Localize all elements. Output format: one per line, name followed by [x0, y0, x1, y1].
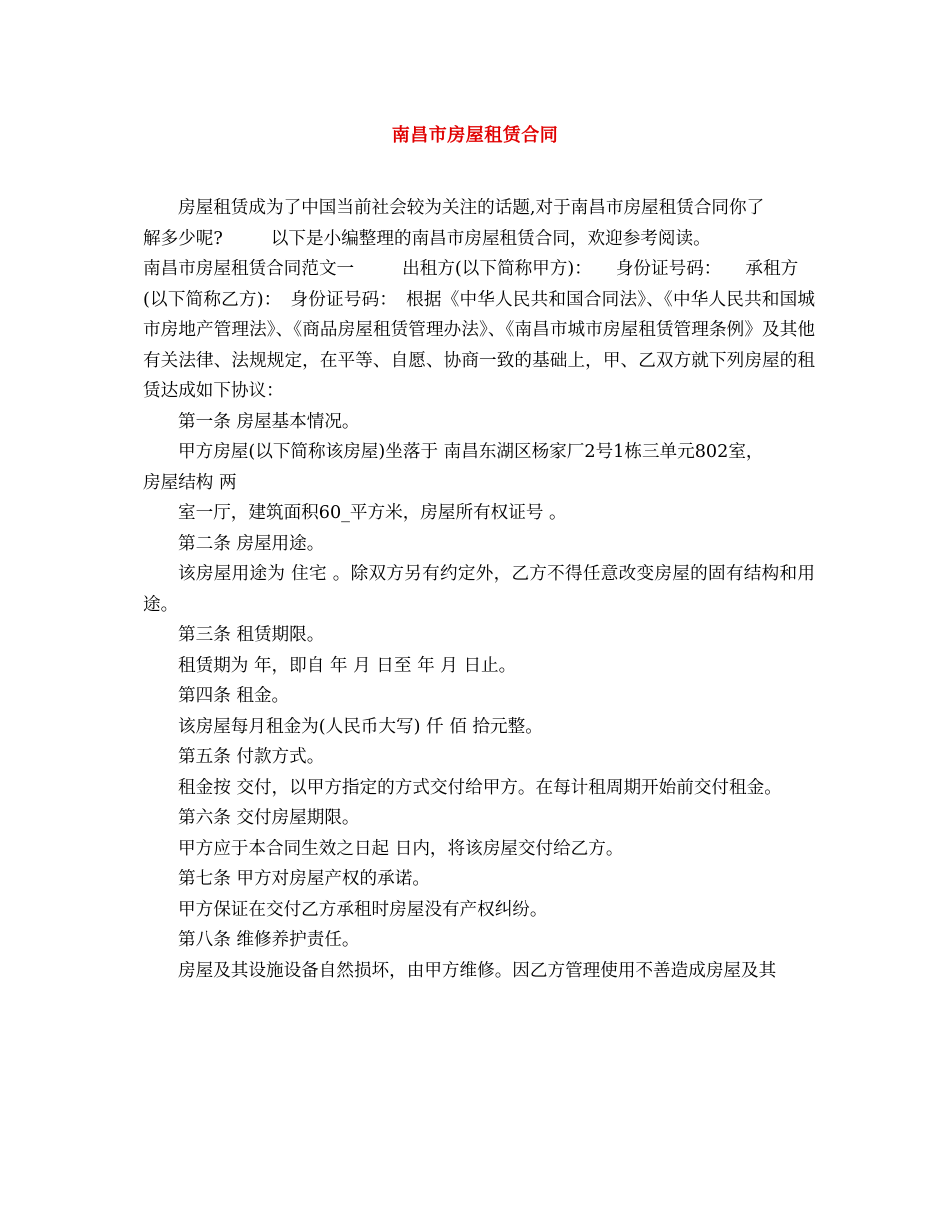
- intro-line-2: [143, 224, 815, 255]
- document-body: [143, 193, 815, 986]
- intro-question: 解多少呢?: [143, 228, 223, 249]
- document-title: 南昌市房屋租赁合同: [391, 125, 559, 146]
- article-6-text: 甲方应于本合同生效之日起 日内，将该房屋交付给乙方。: [178, 838, 624, 859]
- article-4-text: 该房屋每月租金为(人民币大写) 仟 佰 拾元整。: [178, 716, 543, 737]
- article-1-text-line-2: 房屋结构 两: [143, 472, 237, 493]
- article-7-text: 甲方保证在交付乙方承租时房屋没有产权纠纷。: [178, 899, 548, 920]
- article-6-title: 第六条 交付房屋期限。: [178, 808, 360, 828]
- preamble-paragraph: (以下简称乙方)： 身份证号码： 根据《中华人民共和国合同法》、《中华人民共和国城市房地产管理法》、《商品房屋租赁管理办法》、《南昌市城市房屋租赁管理条例》及其他有关法律、法规规定，在平等、自愿、协商一致的基础上，甲、乙双方就下列房屋的租赁达成如下协议：: [143, 289, 815, 401]
- article-8-title: 第八条 维修养护责任。: [178, 930, 360, 950]
- article-5-text: 租金按 交付，以甲方指定的方式交付给甲方。在每计租周期开始前交付租金。: [178, 777, 782, 798]
- lessee-label: 承租方: [745, 259, 799, 279]
- article-3-title: 第三条 租赁期限。: [178, 625, 325, 645]
- article-1-text-line-3: 室一厅，建筑面积60_平方米，房屋所有权证号 。: [178, 503, 567, 523]
- article-1-title: 第一条 房屋基本情况。: [178, 411, 360, 432]
- article-7-title: 第七条 甲方对房屋产权的承诺。: [178, 869, 430, 889]
- intro-line-1: 房屋租赁成为了中国当前社会较为关注的话题,对于南昌市房屋租赁合同你了: [178, 198, 765, 218]
- sample-heading-line: [143, 254, 815, 285]
- article-2-title: 第二条 房屋用途。: [178, 533, 325, 554]
- article-2-text: 该房屋用途为 住宅 。除双方另有约定外，乙方不得任意改变房屋的固有结构和用途。: [143, 564, 815, 615]
- article-5-title: 第五条 付款方式。: [178, 747, 325, 767]
- article-1-text-line-1: 甲方房屋(以下简称该房屋)坐落于 南昌东湖区杨家厂2号1栋三单元802室，: [178, 442, 764, 462]
- sample-heading: 南昌市房屋租赁合同范文一: [143, 259, 355, 279]
- lessor-label: 出租方(以下简称甲方)：: [402, 259, 592, 279]
- lessor-id-label: 身份证号码：: [615, 259, 722, 279]
- article-4-title: 第四条 租金。: [178, 686, 290, 706]
- article-3-text: 租赁期为 年，即自 年 月 日至 年 月 日止。: [178, 655, 517, 676]
- intro-invitation: 以下是小编整理的南昌市房屋租赁合同，欢迎参考阅读。: [270, 228, 711, 249]
- article-8-text: 房屋及其设施设备自然损坏，由甲方维修。因乙方管理使用不善造成房屋及其: [178, 960, 777, 981]
